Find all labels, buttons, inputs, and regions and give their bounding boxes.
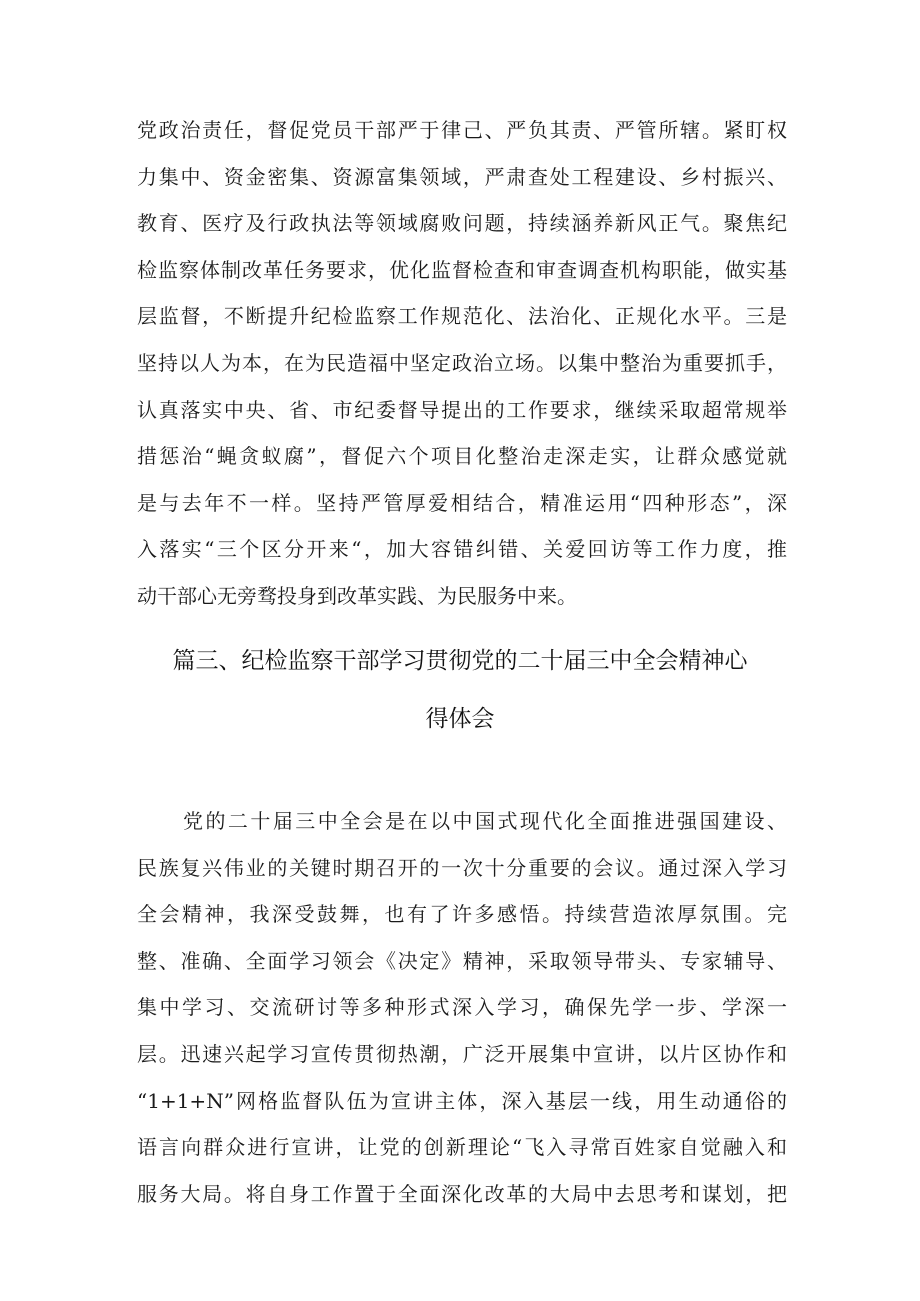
text-line: 动干部心无旁骛投身到改革实践、为民服务中来。 <box>137 583 577 608</box>
text-line: 党的二十届三中全会是在以中国式现代化全面推进强国建设、 <box>183 809 787 833</box>
paragraph-continued <box>137 107 787 620</box>
text-line: 措惩治“蝇贪蚁腐”，督促六个项目化整治走深走实，让群众感觉就 <box>137 444 787 469</box>
text-line: 层。迅速兴起学习宣传贯彻热潮，广泛开展集中宣讲，以片区协作和 <box>137 1041 787 1066</box>
text-line: 教育、医疗及行政执法等领域腐败问题，持续涵养新风正气。聚焦纪 <box>137 211 787 236</box>
section-heading-continued: 得体会 <box>425 706 495 732</box>
text-line: 党政治责任，督促党员干部严于律己、严负其责、严管所辖。紧盯权 <box>137 118 787 142</box>
section-heading: 篇三、纪检监察干部学习贯彻党的二十届三中全会精神心 <box>172 648 748 674</box>
text-line: 力集中、资金密集、资源富集领域，严肃查处工程建设、乡村振兴、 <box>137 164 787 189</box>
text-line: 全会精神，我深受鼓舞，也有了许多感悟。持续营造浓厚氛围。完 <box>137 902 787 927</box>
text-line: 民族复兴伟业的关键时期召开的一次十分重要的会议。通过深入学习 <box>137 855 787 880</box>
text-line: 语言向群众进行宣讲，让党的创新理论“飞入寻常百姓家自觉融入和 <box>137 1135 787 1160</box>
text-line: 集中学习、交流研讨等多种形式深入学习，确保先学一步、学深一 <box>137 995 787 1020</box>
text-line: 整、准确、全面学习领会《决定》精神，采取领导带头、专家辅导、 <box>137 948 787 973</box>
text-line: 认真落实中央、省、市纪委督导提出的工作要求，继续采取超常规举 <box>137 397 787 422</box>
text-line: “1+1+N”网格监督队伍为宣讲主体，深入基层一线，用生动通俗的 <box>137 1088 787 1113</box>
paragraph-body <box>137 798 787 1217</box>
text-line: 坚持以人为本，在为民造福中坚定政治立场。以集中整治为重要抓手， <box>137 350 787 375</box>
text-line: 是与去年不一样。坚持严管厚爱相结合，精准运用“四种形态”，深 <box>137 490 787 515</box>
text-line: 入落实“三个区分开来“，加大容错纠错、关爱回访等工作力度，推 <box>137 537 787 562</box>
text-line: 检监察体制改革任务要求，优化监督检查和审查调查机构职能，做实基 <box>137 257 787 282</box>
text-line: 层监督，不断提升纪检监察工作规范化、法治化、正规化水平。三是 <box>137 304 787 329</box>
text-line: 服务大局。将自身工作置于全面深化改革的大局中去思考和谋划，把 <box>137 1181 787 1206</box>
